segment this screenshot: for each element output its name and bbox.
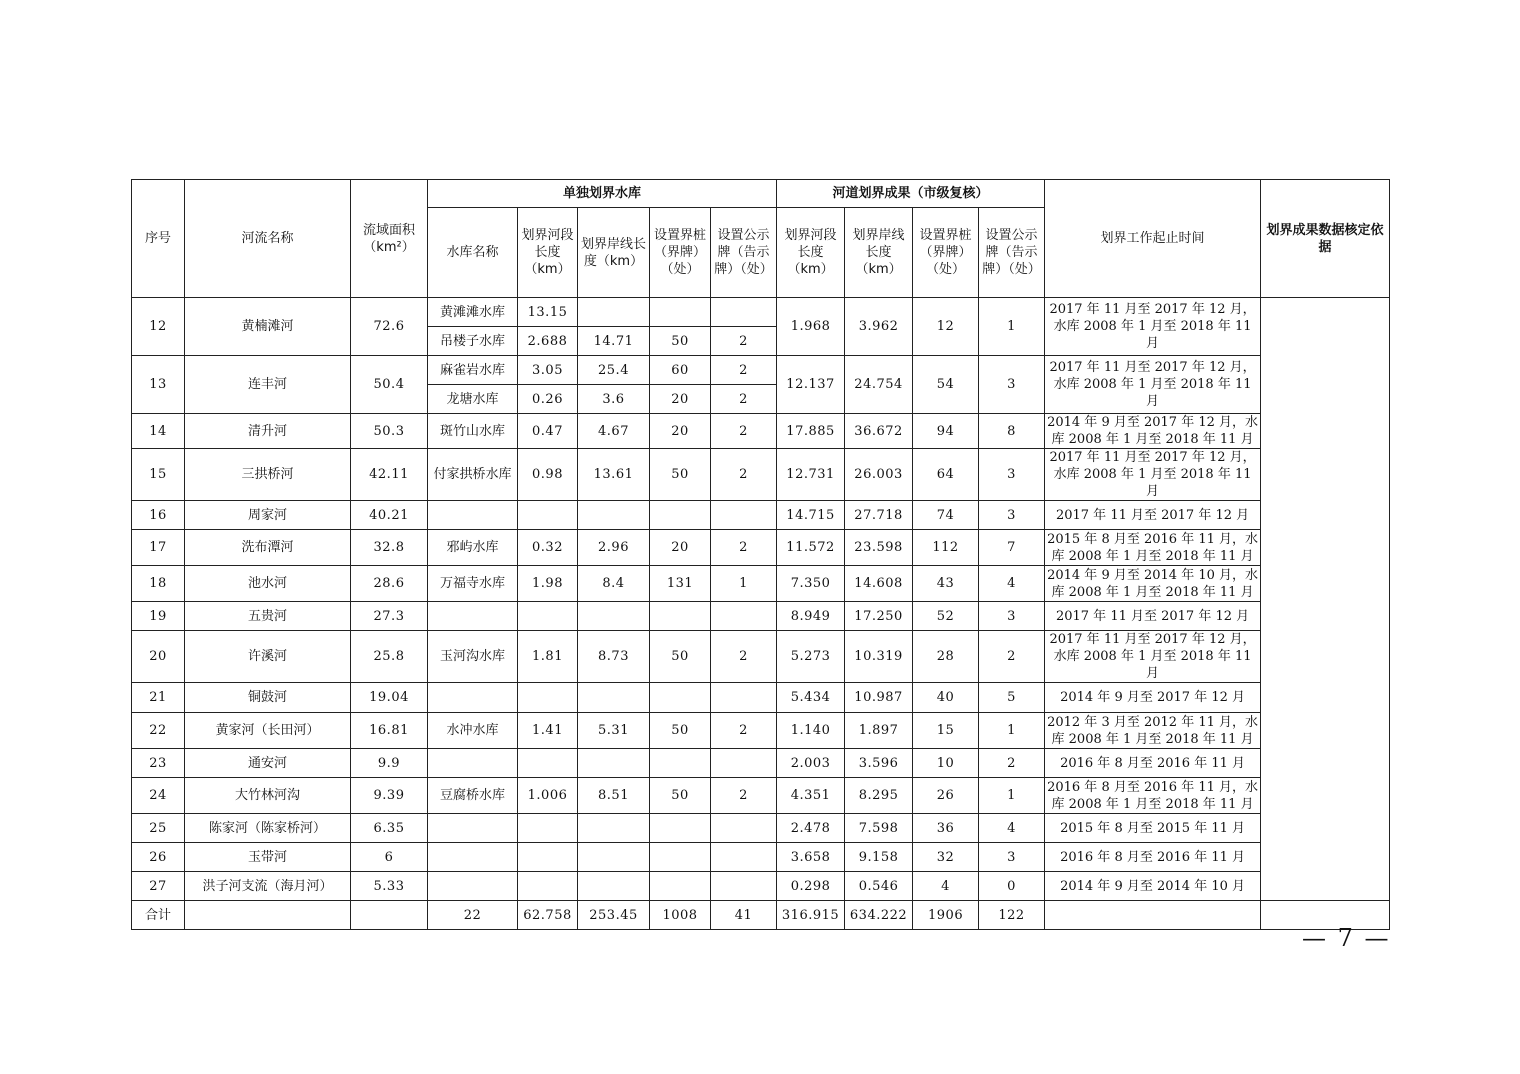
cell-seq: 19 [132,602,185,631]
cell-riv-signs: 0 [979,872,1045,901]
cell-riv-shore-len: 17.250 [845,602,913,631]
cell-seq: 12 [132,298,185,356]
cell-riv-stakes: 52 [913,602,979,631]
cell-river-name: 洗布潭河 [185,530,351,566]
cell-seq: 15 [132,449,185,501]
cell-riv-signs: 2 [979,749,1045,778]
cell-period: 2012 年 3 月至 2012 年 11 月，水库 2008 年 1 月至 2018 年 11 月 [1045,713,1261,749]
cell-seq: 25 [132,814,185,843]
cell-res-shore-len: 5.31 [578,713,650,749]
cell-reservoir-name: 龙塘水库 [428,385,518,414]
cell-riv-stakes: 26 [913,778,979,814]
cell-res-seg-len: 1.81 [518,631,578,683]
cell-period: 2016 年 8 月至 2016 年 11 月 [1045,749,1261,778]
cell-res-signs: 2 [711,713,777,749]
cell-res-signs [711,602,777,631]
cell-res-shore-len: 3.6 [578,385,650,414]
total-period [1045,901,1261,930]
cell-res-stakes [650,843,711,872]
table-row [132,414,1390,449]
table-row [132,631,1390,683]
cell-riv-stakes: 15 [913,713,979,749]
cell-riv-signs: 1 [979,298,1045,356]
cell-riv-seg-len: 0.298 [777,872,845,901]
cell-river-name: 玉带河 [185,843,351,872]
cell-area: 42.11 [351,449,428,501]
cell-period: 2014 年 9 月至 2014 年 10 月，水库 2008 年 1 月至 2018 年 11 月 [1045,566,1261,602]
total-res-shore: 253.45 [578,901,650,930]
cell-riv-signs: 3 [979,501,1045,530]
cell-riv-seg-len: 1.140 [777,713,845,749]
cell-res-seg-len [518,749,578,778]
cell-period: 2017 年 11 月至 2017 年 12 月，水库 2008 年 1 月至 2018 年 11 月 [1045,298,1261,356]
table-row [132,843,1390,872]
header-riv-signs: 设置公示牌（告示牌）（处） [979,208,1045,298]
cell-riv-seg-len: 8.949 [777,602,845,631]
cell-seq: 17 [132,530,185,566]
cell-res-shore-len [578,298,650,327]
cell-riv-shore-len: 24.754 [845,356,913,414]
cell-res-seg-len: 3.05 [518,356,578,385]
cell-area: 9.9 [351,749,428,778]
cell-riv-shore-len: 3.962 [845,298,913,356]
cell-area: 6 [351,843,428,872]
cell-seq: 16 [132,501,185,530]
cell-river-name: 铜鼓河 [185,683,351,713]
cell-riv-seg-len: 12.137 [777,356,845,414]
cell-res-stakes: 20 [650,530,711,566]
cell-riv-stakes: 32 [913,843,979,872]
cell-riv-signs: 5 [979,683,1045,713]
cell-res-signs: 2 [711,631,777,683]
cell-riv-stakes: 64 [913,449,979,501]
cell-res-stakes: 50 [650,631,711,683]
cell-riv-signs: 1 [979,713,1045,749]
cell-reservoir-name: 万福寺水库 [428,566,518,602]
cell-riv-shore-len: 9.158 [845,843,913,872]
header-res-seg-len: 划界河段长度（km） [518,208,578,298]
cell-area: 32.8 [351,530,428,566]
cell-res-signs: 1 [711,566,777,602]
cell-area: 72.6 [351,298,428,356]
table-row [132,749,1390,778]
cell-res-shore-len: 13.61 [578,449,650,501]
cell-reservoir-name: 黄滩滩水库 [428,298,518,327]
cell-riv-seg-len: 2.478 [777,814,845,843]
cell-riv-shore-len: 36.672 [845,414,913,449]
cell-res-seg-len: 1.006 [518,778,578,814]
header-area-unit: （km²） [363,239,415,255]
cell-riv-signs: 4 [979,566,1045,602]
cell-res-stakes: 131 [650,566,711,602]
cell-res-stakes: 50 [650,713,711,749]
cell-area: 16.81 [351,713,428,749]
total-riv-seg: 316.915 [777,901,845,930]
cell-riv-shore-len: 23.598 [845,530,913,566]
cell-riv-seg-len: 17.885 [777,414,845,449]
cell-reservoir-name [428,843,518,872]
header-riv-seg-len: 划界河段长度（km） [777,208,845,298]
cell-riv-seg-len: 7.350 [777,566,845,602]
cell-seq: 24 [132,778,185,814]
cell-riv-signs: 3 [979,602,1045,631]
cell-riv-signs: 7 [979,530,1045,566]
cell-reservoir-name: 豆腐桥水库 [428,778,518,814]
cell-res-signs [711,749,777,778]
cell-area: 50.4 [351,356,428,414]
cell-res-stakes: 60 [650,356,711,385]
cell-period: 2017 年 11 月至 2017 年 12 月，水库 2008 年 1 月至 2018 年 11 月 [1045,631,1261,683]
cell-reservoir-name: 麻雀岩水库 [428,356,518,385]
cell-res-seg-len: 2.688 [518,327,578,356]
table-row [132,814,1390,843]
cell-res-stakes [650,298,711,327]
cell-area: 50.3 [351,414,428,449]
cell-riv-stakes: 4 [913,872,979,901]
total-label: 合计 [132,901,185,930]
cell-res-signs [711,501,777,530]
cell-riv-seg-len: 1.968 [777,298,845,356]
cell-res-seg-len [518,843,578,872]
header-area-label: 流域面积 [362,222,415,238]
cell-reservoir-name [428,872,518,901]
cell-res-signs: 2 [711,327,777,356]
cell-period: 2015 年 8 月至 2015 年 11 月 [1045,814,1261,843]
cell-res-signs: 2 [711,414,777,449]
cell-reservoir-name [428,501,518,530]
cell-riv-seg-len: 5.273 [777,631,845,683]
total-river-name [185,901,351,930]
cell-riv-stakes: 74 [913,501,979,530]
table-row [132,872,1390,901]
cell-riv-shore-len: 27.718 [845,501,913,530]
cell-area: 27.3 [351,602,428,631]
cell-riv-shore-len: 0.546 [845,872,913,901]
header-area [351,180,428,298]
total-res-signs: 41 [711,901,777,930]
cell-reservoir-name: 水冲水库 [428,713,518,749]
cell-seq: 21 [132,683,185,713]
cell-river-name: 周家河 [185,501,351,530]
cell-res-shore-len: 25.4 [578,356,650,385]
cell-river-name: 三拱桥河 [185,449,351,501]
cell-res-shore-len [578,814,650,843]
cell-period: 2014 年 9 月至 2014 年 10 月 [1045,872,1261,901]
cell-res-seg-len: 1.41 [518,713,578,749]
cell-area: 6.35 [351,814,428,843]
cell-res-shore-len [578,683,650,713]
cell-res-stakes [650,501,711,530]
cell-res-seg-len: 0.47 [518,414,578,449]
cell-riv-stakes: 28 [913,631,979,683]
cell-res-signs: 2 [711,385,777,414]
cell-res-seg-len: 13.15 [518,298,578,327]
cell-res-signs [711,843,777,872]
total-row [132,901,1390,930]
cell-res-stakes: 50 [650,449,711,501]
cell-riv-signs: 4 [979,814,1045,843]
cell-res-stakes [650,683,711,713]
cell-reservoir-name: 玉河沟水库 [428,631,518,683]
cell-res-seg-len [518,501,578,530]
cell-res-seg-len: 0.98 [518,449,578,501]
cell-reservoir-name: 斑竹山水库 [428,414,518,449]
cell-area: 5.33 [351,872,428,901]
cell-reservoir-name [428,683,518,713]
cell-basis [1261,298,1390,901]
cell-res-shore-len: 8.51 [578,778,650,814]
cell-period: 2017 年 11 月至 2017 年 12 月 [1045,501,1261,530]
cell-reservoir-name: 邪屿水库 [428,530,518,566]
cell-res-seg-len: 0.26 [518,385,578,414]
cell-res-shore-len [578,602,650,631]
cell-period: 2017 年 11 月至 2017 年 12 月，水库 2008 年 1 月至 2018 年 11 月 [1045,356,1261,414]
cell-period: 2016 年 8 月至 2016 年 11 月 [1045,843,1261,872]
page-number: — 7 — [1302,924,1391,952]
cell-riv-stakes: 54 [913,356,979,414]
cell-river-name: 黄家河（长田河） [185,713,351,749]
cell-res-signs: 2 [711,356,777,385]
cell-res-shore-len [578,749,650,778]
cell-riv-stakes: 43 [913,566,979,602]
river-demarcation-table [131,179,1390,930]
cell-riv-stakes: 36 [913,814,979,843]
cell-river-name: 黄楠滩河 [185,298,351,356]
cell-res-shore-len [578,843,650,872]
cell-res-shore-len: 4.67 [578,414,650,449]
table-row [132,566,1390,602]
table-row [132,298,1390,327]
cell-riv-stakes: 112 [913,530,979,566]
cell-riv-seg-len: 11.572 [777,530,845,566]
cell-res-seg-len: 1.98 [518,566,578,602]
table-row [132,356,1390,385]
table-row [132,449,1390,501]
cell-period: 2017 年 11 月至 2017 年 12 月，水库 2008 年 1 月至 2018 年 11 月 [1045,449,1261,501]
header-period: 划界工作起止时间 [1045,180,1261,298]
cell-river-name: 五贵河 [185,602,351,631]
header-reservoir-name: 水库名称 [428,208,518,298]
cell-res-signs [711,298,777,327]
cell-riv-stakes: 12 [913,298,979,356]
cell-res-stakes [650,602,711,631]
header-reservoir-group: 单独划界水库 [428,180,777,208]
cell-riv-stakes: 94 [913,414,979,449]
cell-riv-seg-len: 14.715 [777,501,845,530]
cell-riv-seg-len: 2.003 [777,749,845,778]
cell-riv-stakes: 10 [913,749,979,778]
cell-riv-shore-len: 14.608 [845,566,913,602]
cell-riv-stakes: 40 [913,683,979,713]
cell-res-stakes [650,872,711,901]
cell-res-signs: 2 [711,530,777,566]
cell-river-name: 清升河 [185,414,351,449]
cell-res-signs [711,872,777,901]
table-row [132,683,1390,713]
cell-res-stakes: 50 [650,327,711,356]
cell-river-name: 陈家河（陈家桥河） [185,814,351,843]
cell-res-stakes: 50 [650,778,711,814]
cell-res-seg-len [518,814,578,843]
cell-reservoir-name: 吊楼子水库 [428,327,518,356]
cell-seq: 27 [132,872,185,901]
cell-res-signs [711,683,777,713]
cell-res-stakes: 20 [650,385,711,414]
cell-period: 2017 年 11 月至 2017 年 12 月 [1045,602,1261,631]
cell-res-stakes [650,749,711,778]
cell-riv-shore-len: 8.295 [845,778,913,814]
cell-riv-signs: 3 [979,843,1045,872]
cell-res-seg-len: 0.32 [518,530,578,566]
cell-seq: 20 [132,631,185,683]
cell-riv-signs: 3 [979,449,1045,501]
cell-riv-seg-len: 4.351 [777,778,845,814]
cell-river-name: 通安河 [185,749,351,778]
cell-river-name: 许溪河 [185,631,351,683]
cell-res-seg-len [518,602,578,631]
cell-area: 40.21 [351,501,428,530]
cell-riv-seg-len: 3.658 [777,843,845,872]
cell-res-shore-len: 8.4 [578,566,650,602]
cell-seq: 14 [132,414,185,449]
cell-river-name: 池水河 [185,566,351,602]
total-res-seg: 62.758 [518,901,578,930]
cell-res-seg-len [518,872,578,901]
cell-reservoir-name [428,749,518,778]
cell-riv-shore-len: 26.003 [845,449,913,501]
cell-period: 2014 年 9 月至 2017 年 12 月 [1045,683,1261,713]
cell-riv-shore-len: 10.319 [845,631,913,683]
total-area [351,901,428,930]
cell-res-stakes [650,814,711,843]
header-riv-stakes: 设置界桩（界牌）（处） [913,208,979,298]
cell-period: 2014 年 9 月至 2017 年 12 月，水库 2008 年 1 月至 2018 年 11 月 [1045,414,1261,449]
header-river-name: 河流名称 [185,180,351,298]
cell-river-name: 连丰河 [185,356,351,414]
cell-riv-shore-len: 10.987 [845,683,913,713]
cell-res-signs [711,814,777,843]
table-body [132,298,1390,930]
cell-riv-signs: 8 [979,414,1045,449]
cell-res-signs: 2 [711,778,777,814]
cell-riv-seg-len: 5.434 [777,683,845,713]
cell-area: 19.04 [351,683,428,713]
cell-riv-shore-len: 3.596 [845,749,913,778]
cell-seq: 18 [132,566,185,602]
cell-river-name: 洪子河支流（海月河） [185,872,351,901]
cell-riv-seg-len: 12.731 [777,449,845,501]
cell-period: 2016 年 8 月至 2016 年 11 月，水库 2008 年 1 月至 2018 年 11 月 [1045,778,1261,814]
header-res-stakes: 设置界桩（界牌）（处） [650,208,711,298]
cell-area: 28.6 [351,566,428,602]
cell-riv-signs: 1 [979,778,1045,814]
cell-period: 2015 年 8 月至 2016 年 11 月，水库 2008 年 1 月至 2018 年 11 月 [1045,530,1261,566]
cell-riv-shore-len: 7.598 [845,814,913,843]
cell-res-shore-len: 2.96 [578,530,650,566]
cell-res-shore-len: 14.71 [578,327,650,356]
cell-area: 9.39 [351,778,428,814]
cell-res-stakes: 20 [650,414,711,449]
cell-res-seg-len [518,683,578,713]
table-row [132,778,1390,814]
cell-riv-shore-len: 1.897 [845,713,913,749]
cell-river-name: 大竹林河沟 [185,778,351,814]
total-res-stakes: 1008 [650,901,711,930]
cell-reservoir-name [428,814,518,843]
cell-seq: 13 [132,356,185,414]
total-riv-stakes: 1906 [913,901,979,930]
cell-res-shore-len [578,872,650,901]
table-row [132,530,1390,566]
cell-reservoir-name [428,602,518,631]
header-res-signs: 设置公示牌（告示牌）（处） [711,208,777,298]
header-basis: 划界成果数据核定依据 [1261,180,1390,298]
header-riv-shore-len: 划界岸线长度（km） [845,208,913,298]
cell-res-shore-len: 8.73 [578,631,650,683]
cell-riv-signs: 3 [979,356,1045,414]
total-riv-signs: 122 [979,901,1045,930]
table-row [132,713,1390,749]
cell-area: 25.8 [351,631,428,683]
cell-res-signs: 2 [711,449,777,501]
total-riv-shore: 634.222 [845,901,913,930]
total-res-count: 22 [428,901,518,930]
table-row [132,501,1390,530]
cell-reservoir-name: 付家拱桥水库 [428,449,518,501]
cell-seq: 22 [132,713,185,749]
header-res-shore-len: 划界岸线长度（km） [578,208,650,298]
header-river-group: 河道划界成果（市级复核） [777,180,1045,208]
cell-seq: 23 [132,749,185,778]
table-row [132,602,1390,631]
cell-res-shore-len [578,501,650,530]
cell-riv-signs: 2 [979,631,1045,683]
cell-seq: 26 [132,843,185,872]
header-seq: 序号 [132,180,185,298]
